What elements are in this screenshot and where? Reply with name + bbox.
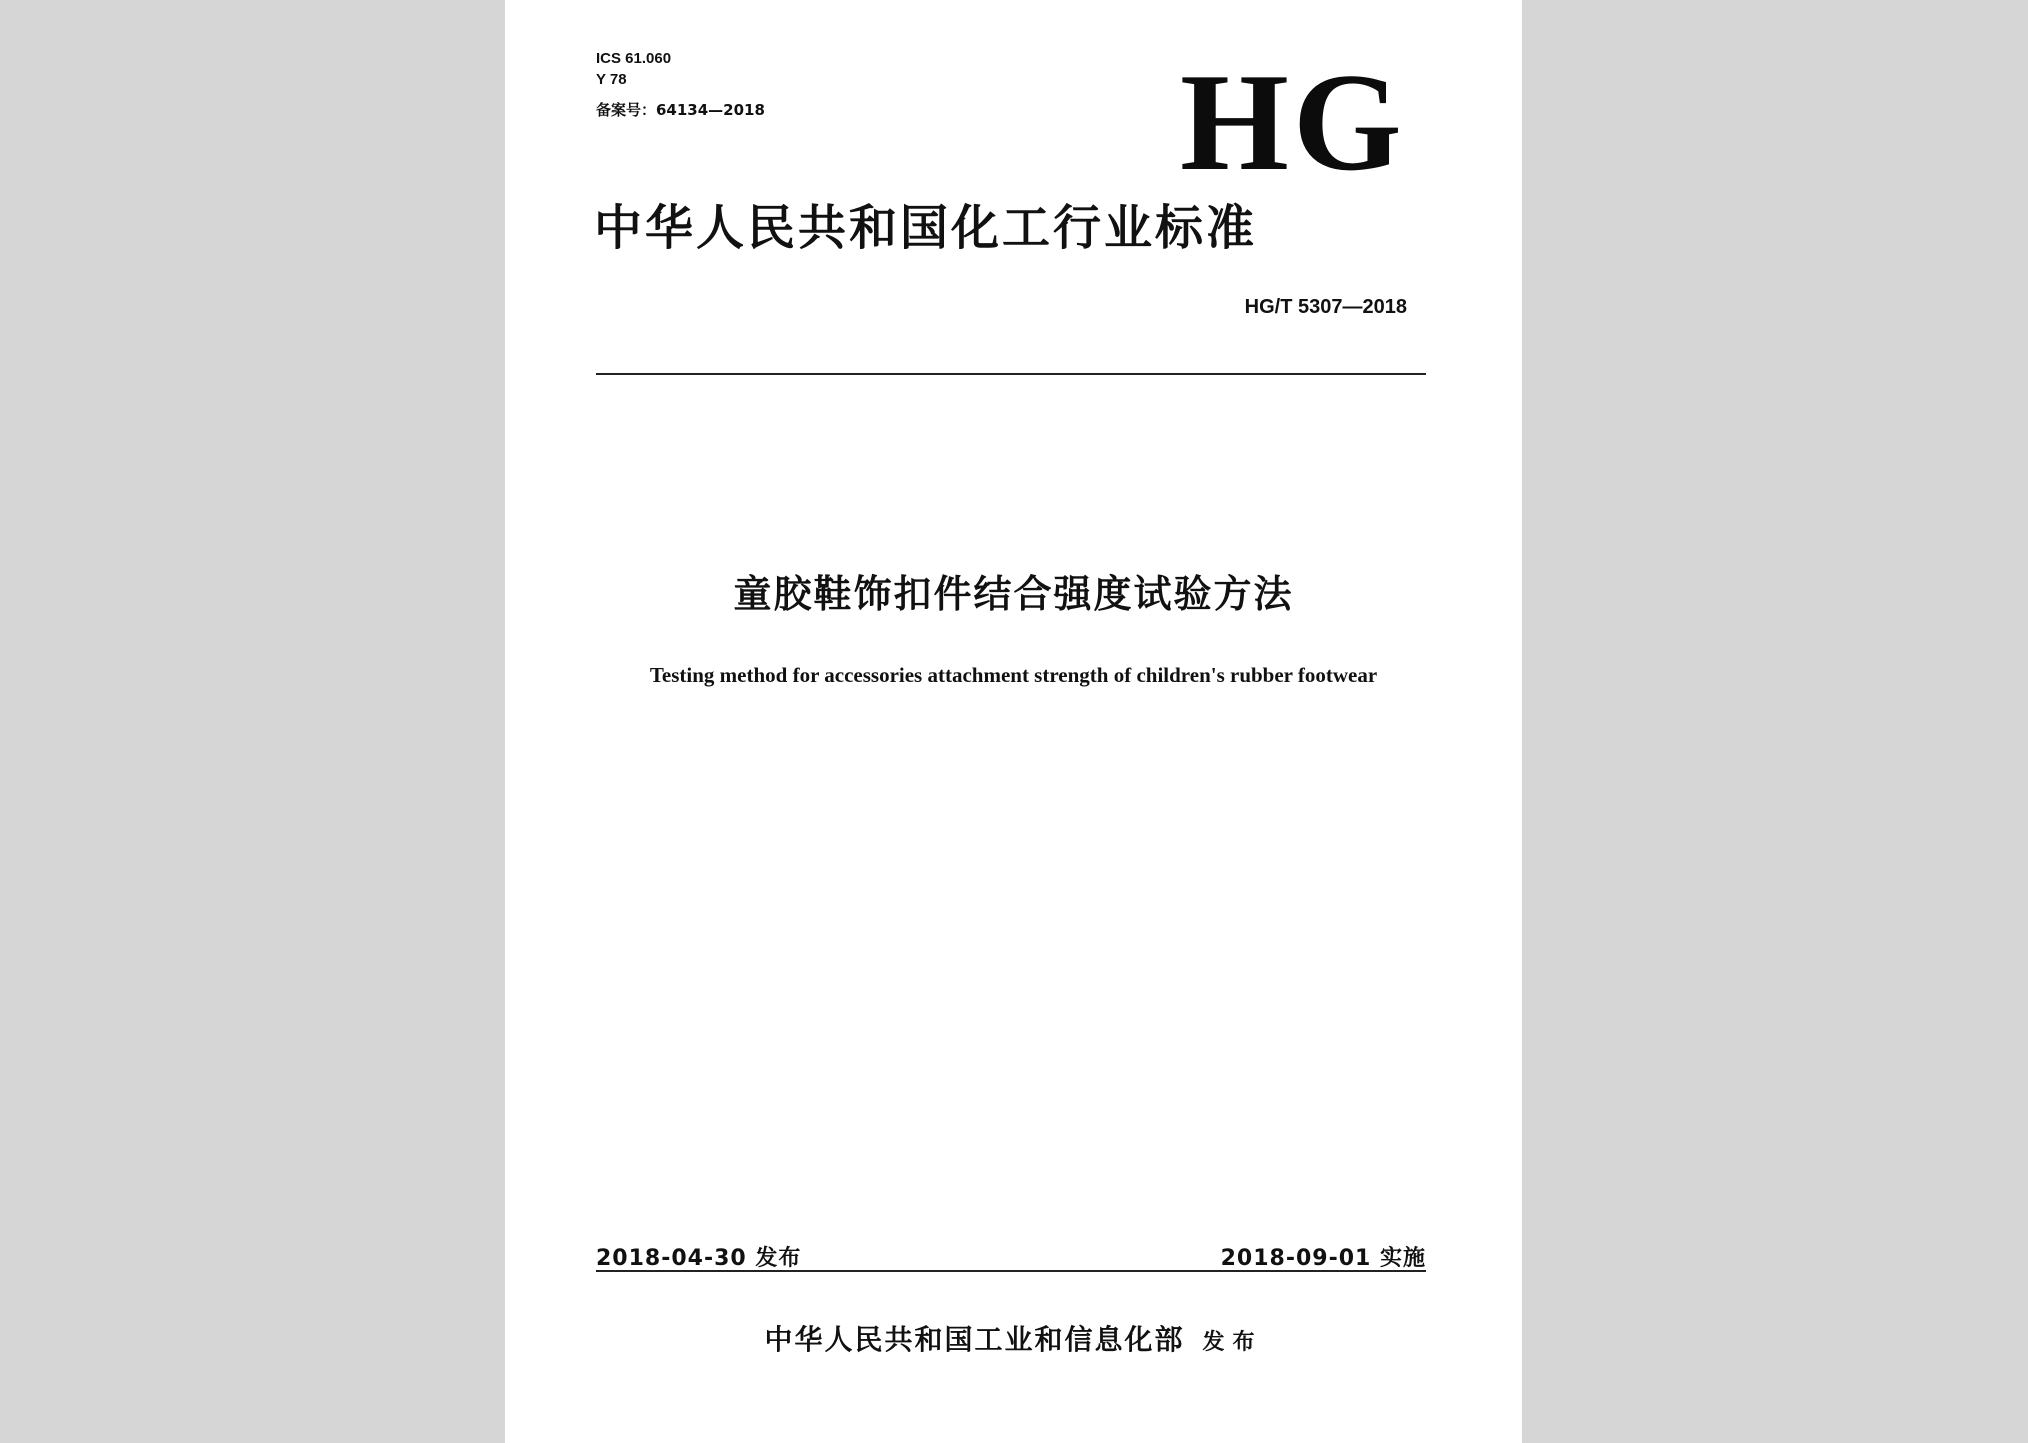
hg-logo: HG [1180,45,1406,200]
standard-category: 中华人民共和国化工行业标准 [594,200,1258,256]
issuer-verb: 发布 [1202,1330,1263,1355]
top-divider [596,373,1426,375]
record-number: 备案号：64134—2018 [596,101,765,119]
bottom-divider [596,1270,1426,1272]
publish-date: 2018-04-30 发布 [596,1246,802,1271]
standard-number: HG/T 5307—2018 [1244,296,1407,318]
effective-date: 2018-09-01 实施 [1220,1246,1426,1271]
issuer-line [505,1318,1522,1358]
title-chinese: 童胶鞋饰扣件结合强度试验方法 [733,572,1294,616]
ics-code: ICS 61.060 [596,50,672,67]
issuer-organization: 中华人民共和国工业和信息化部 [764,1323,1185,1356]
title-english: Testing method for accessories attachment strength of children's rubber footwear [649,663,1378,687]
classification-code: Y 78 [596,71,627,88]
document-page [505,0,1522,1443]
